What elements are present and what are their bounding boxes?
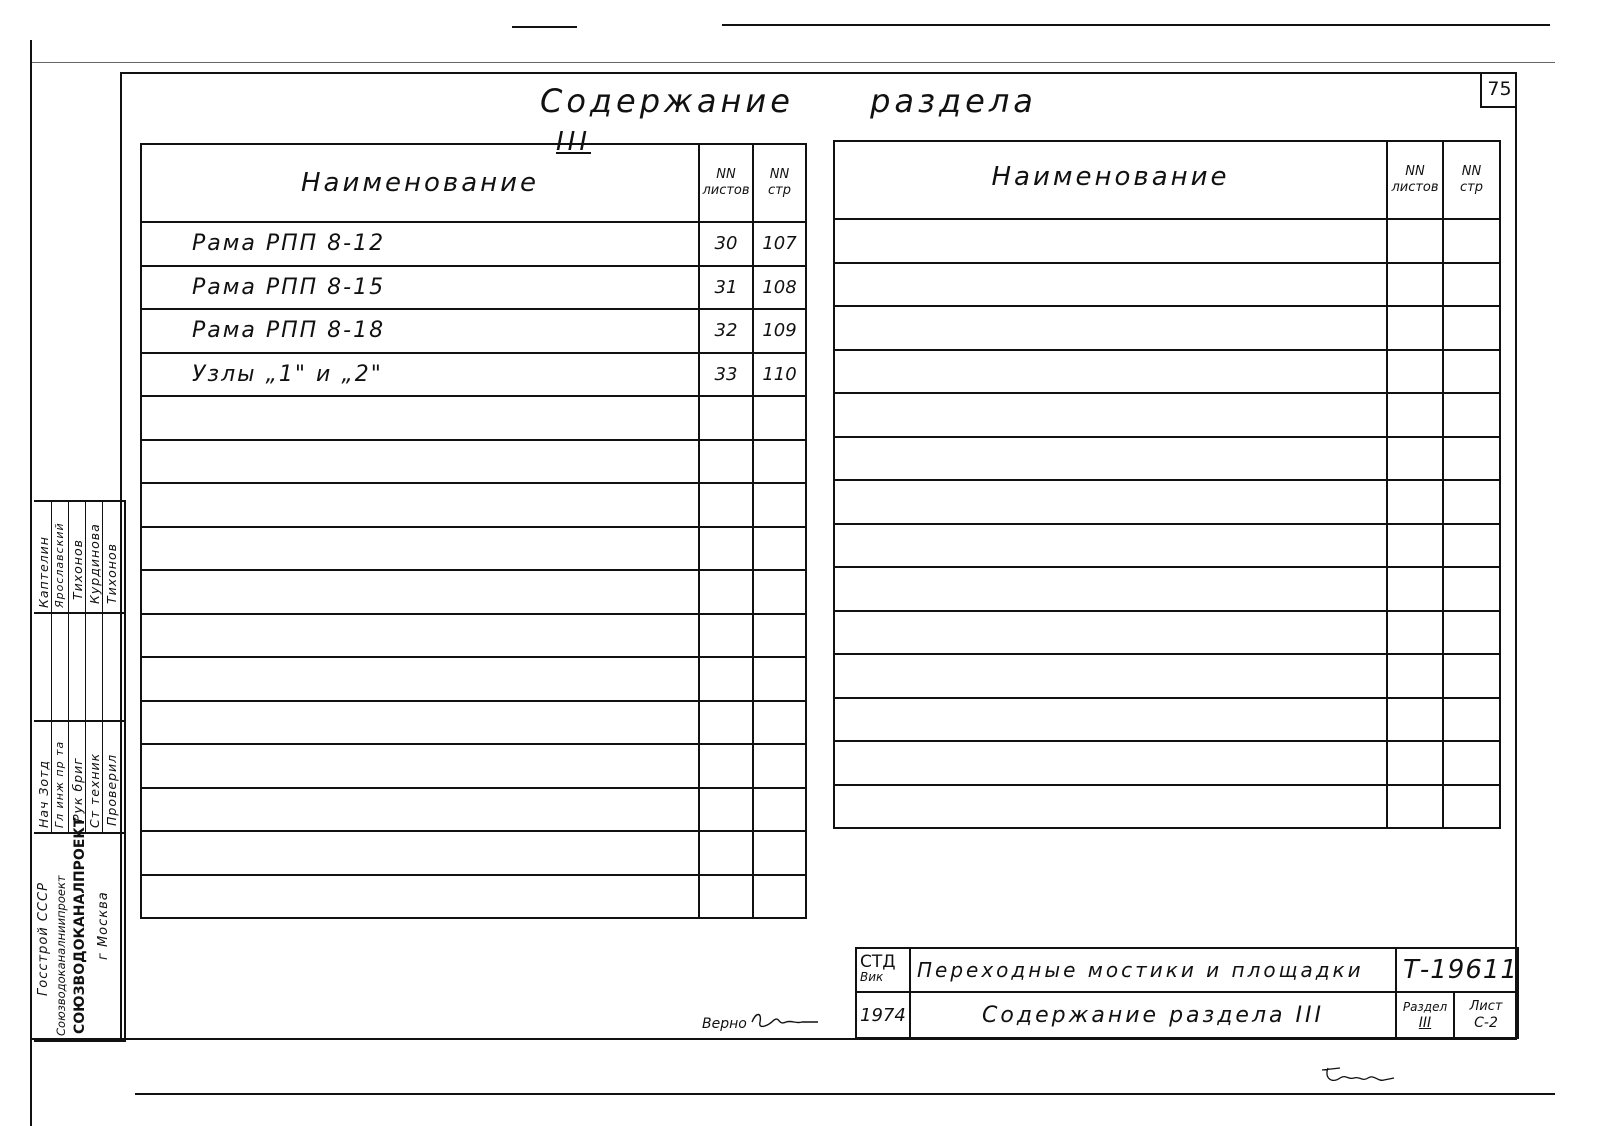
right-header-sheets-nn: NN: [1405, 164, 1425, 179]
row-name: [141, 831, 699, 875]
row-sheet: [1387, 350, 1443, 394]
table-row: [834, 306, 1500, 350]
row-name: [141, 396, 699, 440]
row-sheet: [699, 483, 753, 527]
row-page: [753, 614, 806, 658]
table-row: [834, 480, 1500, 524]
row-page: [753, 527, 806, 571]
row-name: [834, 654, 1387, 698]
stamp-org-2: Союзводоканалниипроект: [54, 875, 68, 1036]
right-header-name: Наименование: [834, 141, 1387, 219]
row-sheet: [699, 788, 753, 832]
title-block: [855, 947, 1519, 1039]
row-name: [141, 701, 699, 745]
side-stamp-col-1: [51, 502, 52, 832]
row-page: [753, 570, 806, 614]
table-row: [834, 219, 1500, 263]
row-page: [1443, 698, 1500, 742]
row-name: Рама РПП 8-12: [141, 222, 699, 266]
table-row: [141, 309, 806, 353]
table-row: [834, 263, 1500, 307]
stamp-role-3: Рук бриг: [70, 757, 85, 822]
row-name: Рама РПП 8-18: [141, 309, 699, 353]
stamp-name-2: Ярославский: [53, 522, 66, 608]
stamp-role-4: Ст техник: [87, 752, 102, 828]
stamp-org-4: г Москва: [96, 891, 111, 960]
row-page: [753, 657, 806, 701]
stamp-name-1: Каптелин: [36, 536, 51, 608]
row-page: [753, 483, 806, 527]
left-header-pages-nn: NN: [769, 167, 790, 182]
row-page: [753, 396, 806, 440]
left-header-name: Наименование: [141, 144, 699, 222]
inner-frame-top: [120, 72, 1517, 74]
row-page: [753, 788, 806, 832]
row-name: [834, 219, 1387, 263]
title-block-doc-code: Т-19611: [1396, 948, 1518, 992]
table-row: [834, 654, 1500, 698]
left-contents-table: [140, 143, 807, 919]
row-sheet: [1387, 785, 1443, 829]
table-row: [834, 393, 1500, 437]
row-page: [753, 440, 806, 484]
right-header-pages-label: стр: [1460, 180, 1483, 195]
row-sheet: [1387, 437, 1443, 481]
stamp-org-1: Госстрой СССР: [36, 882, 51, 996]
row-sheet: 32: [699, 309, 753, 353]
row-sheet: [699, 744, 753, 788]
table-row: [141, 744, 806, 788]
title-block-razdel: [1396, 992, 1454, 1038]
row-name: [141, 744, 699, 788]
bottom-signature: [1318, 1062, 1398, 1088]
table-row: [141, 266, 806, 310]
row-sheet: [1387, 263, 1443, 307]
top-scan-line-2: [722, 24, 1550, 26]
row-sheet: [1387, 741, 1443, 785]
table-row: [834, 698, 1500, 742]
row-name: [141, 875, 699, 919]
table-row: [141, 353, 806, 397]
table-row: [141, 570, 806, 614]
row-page: [1443, 306, 1500, 350]
stamp-role-5: Проверил: [104, 753, 119, 826]
title-block-project: Переходные мостики и площадки: [910, 948, 1396, 992]
row-name: [141, 483, 699, 527]
row-sheet: [699, 701, 753, 745]
row-sheet: [1387, 611, 1443, 655]
page-number-box: [1480, 72, 1517, 108]
title-block-razdel-value: III: [1418, 1015, 1432, 1031]
title-section: III: [556, 127, 592, 157]
row-page: [1443, 785, 1500, 829]
title-block-list: [1454, 992, 1518, 1038]
table-row: [141, 614, 806, 658]
row-sheet: [699, 657, 753, 701]
table-row: [141, 396, 806, 440]
table-row: [834, 350, 1500, 394]
row-name: [834, 524, 1387, 568]
row-page: [1443, 393, 1500, 437]
row-name: [141, 657, 699, 701]
row-page: [753, 744, 806, 788]
table-row: [141, 831, 806, 875]
row-page: [1443, 611, 1500, 655]
row-sheet: [699, 527, 753, 571]
title-block-year: 1974: [856, 992, 910, 1038]
row-sheet: 33: [699, 353, 753, 397]
row-page: [753, 875, 806, 919]
right-contents-table: [833, 140, 1501, 829]
top-scan-line-1: [512, 26, 577, 28]
side-stamp-divider-2: [34, 720, 124, 722]
right-header-pages-nn: NN: [1461, 164, 1482, 179]
right-table-header-row: [834, 141, 1500, 219]
stamp-role-2: Гл инж пр та: [53, 740, 66, 828]
row-sheet: [699, 614, 753, 658]
row-name: [141, 614, 699, 658]
row-page: [1443, 263, 1500, 307]
table-row: [141, 483, 806, 527]
row-page: 108: [753, 266, 806, 310]
row-name: [834, 480, 1387, 524]
left-header-sheets-nn: NN: [716, 167, 736, 182]
right-header-pages: [1443, 141, 1500, 219]
verno-signature: [748, 1008, 820, 1034]
table-row: [834, 567, 1500, 611]
row-name: [141, 788, 699, 832]
row-page: 110: [753, 353, 806, 397]
row-name: Рама РПП 8-15: [141, 266, 699, 310]
inner-frame-right: [1515, 72, 1517, 1040]
row-sheet: [699, 831, 753, 875]
stamp-role-1: Нач Зотд: [36, 759, 51, 828]
left-header-sheets-label: листов: [702, 183, 750, 198]
row-page: [1443, 567, 1500, 611]
row-sheet: [1387, 698, 1443, 742]
row-sheet: 31: [699, 266, 753, 310]
table-row: [834, 741, 1500, 785]
row-sheet: [1387, 654, 1443, 698]
table-row: [141, 527, 806, 571]
row-page: [1443, 654, 1500, 698]
page-title: [540, 82, 1060, 157]
table-row: [834, 785, 1500, 829]
row-name: [834, 263, 1387, 307]
row-name: [834, 785, 1387, 829]
bottom-frame-line: [135, 1093, 1555, 1095]
row-name: [834, 350, 1387, 394]
title-word-2: раздела: [870, 82, 1037, 120]
side-stamp-col-2: [68, 502, 69, 832]
row-name: [141, 527, 699, 571]
right-header-sheets: [1387, 141, 1443, 219]
table-row: [141, 440, 806, 484]
row-name: [834, 741, 1387, 785]
title-block-vik: Вик: [860, 970, 884, 984]
left-header-pages-label: стр: [768, 183, 791, 198]
row-name: Узлы „1" и „2": [141, 353, 699, 397]
title-block-std: СТД: [860, 952, 896, 972]
table-row: [834, 524, 1500, 568]
row-sheet: [1387, 393, 1443, 437]
table-row: [141, 788, 806, 832]
row-page: [753, 831, 806, 875]
title-block-sheet-title: Содержание раздела III: [910, 992, 1396, 1038]
verno-label: [702, 1016, 747, 1032]
row-sheet: [699, 396, 753, 440]
row-sheet: [1387, 219, 1443, 263]
row-page: [753, 701, 806, 745]
title-block-std-cell: [856, 948, 910, 992]
row-sheet: 30: [699, 222, 753, 266]
row-page: [1443, 741, 1500, 785]
row-sheet: [1387, 480, 1443, 524]
row-page: [1443, 219, 1500, 263]
outer-frame-left: [30, 40, 32, 1126]
row-page: [1443, 524, 1500, 568]
row-name: [834, 567, 1387, 611]
row-page: [1443, 350, 1500, 394]
title-word-1: Содержание: [540, 82, 794, 120]
side-stamp-col-3: [85, 502, 86, 832]
row-name: [141, 570, 699, 614]
stamp-org-3: СОЮЗВОДОКАНАЛПРОЕКТ: [72, 817, 88, 1034]
left-table-header-row: [141, 144, 806, 222]
right-header-sheets-label: листов: [1391, 180, 1439, 195]
row-sheet: [699, 570, 753, 614]
stamp-name-3: Тихонов: [70, 539, 85, 600]
stamp-name-4: Курдинова: [87, 523, 102, 604]
table-row: [834, 437, 1500, 481]
row-page: 109: [753, 309, 806, 353]
row-name: [834, 611, 1387, 655]
table-row: [141, 875, 806, 919]
side-stamp-divider-1: [34, 612, 124, 614]
row-name: [141, 440, 699, 484]
table-row: [141, 222, 806, 266]
outer-frame-top: [30, 62, 1555, 63]
left-header-pages: [753, 144, 806, 222]
row-sheet: [1387, 306, 1443, 350]
row-name: [834, 698, 1387, 742]
row-sheet: [699, 875, 753, 919]
verno-text: Верно: [702, 1016, 747, 1032]
table-row: [141, 657, 806, 701]
row-name: [834, 393, 1387, 437]
page-number: 75: [1487, 78, 1512, 100]
row-page: 107: [753, 222, 806, 266]
row-page: [1443, 480, 1500, 524]
row-sheet: [1387, 524, 1443, 568]
title-block-list-label: Лист: [1469, 999, 1503, 1014]
row-sheet: [1387, 567, 1443, 611]
row-name: [834, 306, 1387, 350]
row-page: [1443, 437, 1500, 481]
side-stamp-col-4: [102, 502, 103, 832]
table-row: [141, 701, 806, 745]
title-block-razdel-label: Раздел: [1402, 1000, 1448, 1014]
row-sheet: [699, 440, 753, 484]
title-block-list-value: С-2: [1474, 1015, 1498, 1031]
stamp-name-5: Тихонов: [104, 543, 119, 604]
row-name: [834, 437, 1387, 481]
table-row: [834, 611, 1500, 655]
left-header-sheets: [699, 144, 753, 222]
